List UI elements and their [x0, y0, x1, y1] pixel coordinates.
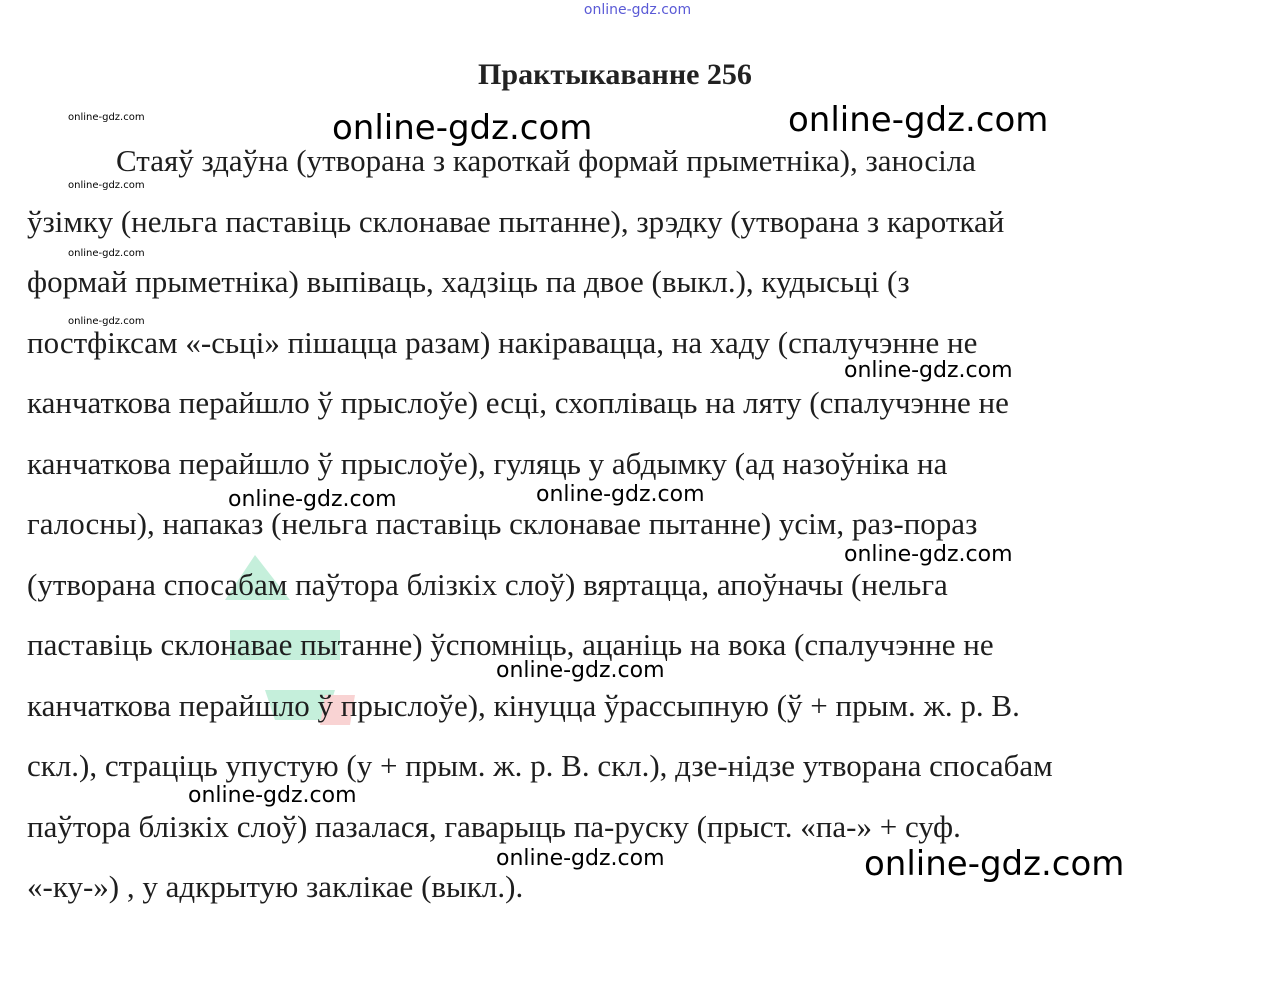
text-line: паставіць склонавае пытанне) ўспомніць, ацаніць на вока (спалучэнне не [27, 627, 994, 662]
text-line: «-ку-») , у адкрытую заклікае (выкл.). [27, 869, 524, 904]
text-line: скл.), страціць упустую (у + прым. ж. р. В. скл.), дзе-нідзе утворана спосабам [27, 748, 1053, 783]
text-line: паўтора блізкіх слоў) пазалася, гаварыць па-руску (прыст. «па-» + суф. [27, 808, 961, 844]
header-watermark: online-gdz.com [583, 2, 692, 18]
text-line: постфіксам «-сьці» пішацца разам) накіравацца, на хаду (спалучэнне не [27, 324, 978, 360]
text-line: Стаяў здаўна (утворана з кароткай формай прыметніка), заносіла [116, 143, 976, 178]
watermark-small: online-gdz.com [68, 180, 145, 191]
watermark-medium: online-gdz.com [496, 846, 665, 871]
watermark-small: online-gdz.com [68, 112, 145, 123]
watermark-medium: online-gdz.com [844, 358, 1013, 383]
watermark-medium: online-gdz.com [844, 542, 1013, 567]
watermark-small: online-gdz.com [68, 316, 145, 327]
text-line: формай прыметніка) выпіваць, хадзіць па двое (выкл.), кудысьці (з [27, 264, 910, 299]
text-line: (утворана спосабам паўтора блізкіх слоў) вяртацца, апоўначы (нельга [27, 566, 948, 602]
watermark-large: online-gdz.com [864, 844, 1125, 884]
text-line: ўзімку (нельга паставіць склонавае пытанне), зрэдку (утворана з кароткай [27, 203, 1005, 239]
watermark-medium: online-gdz.com [228, 487, 397, 512]
watermark-large: online-gdz.com [332, 108, 593, 148]
watermark-medium: online-gdz.com [496, 658, 665, 683]
watermark-medium: online-gdz.com [536, 482, 705, 507]
text-line: канчаткова перайшло ў прыслоўе), гуляць у абдымку (ад назоўніка на [27, 445, 948, 481]
page-title: Практыкаванне 256 [478, 58, 752, 91]
watermark-large: online-gdz.com [788, 100, 1049, 140]
text-line: канчаткова перайшло ў прыслоўе), кінуцца ўрассыпную (ў + прым. ж. р. В. [27, 687, 1020, 723]
watermark-small: online-gdz.com [68, 248, 145, 259]
watermark-medium: online-gdz.com [188, 783, 357, 808]
text-line: канчаткова перайшло ў прыслоўе) есці, схопліваць на ляту (спалучэнне не [27, 385, 1009, 420]
text-line: галосны), напаказ (нельга паставіць склонавае пытанне) усім, раз-пораз [27, 506, 978, 541]
